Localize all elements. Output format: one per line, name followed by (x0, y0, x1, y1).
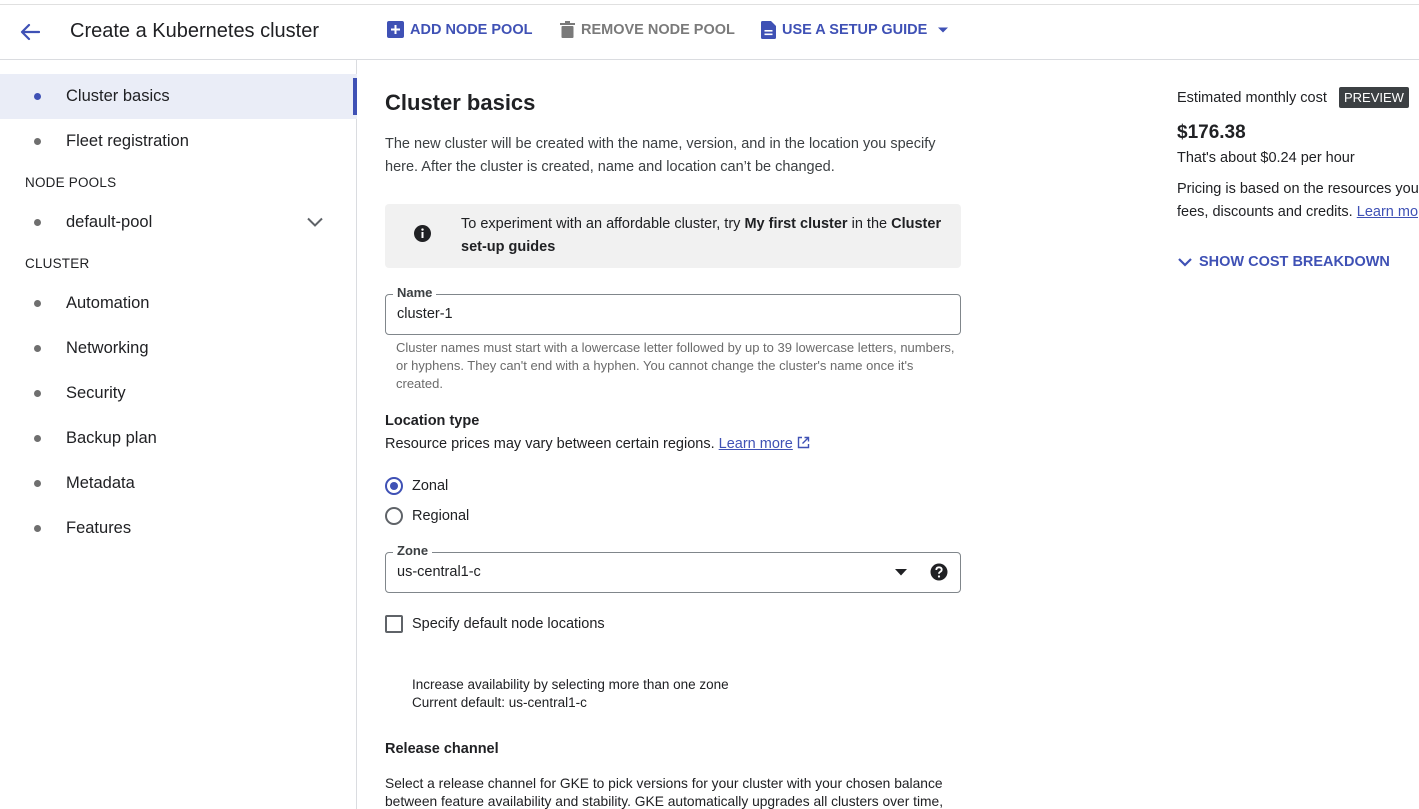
external-link-icon[interactable] (797, 436, 810, 449)
release-channel-desc (385, 775, 943, 809)
radio-selected-icon[interactable] (385, 477, 403, 495)
sidebar-item-label: Cluster basics (66, 87, 170, 105)
setup-guide-label: USE A SETUP GUIDE (782, 22, 928, 38)
sidebar-item-default-pool[interactable] (0, 200, 357, 245)
help-icon[interactable] (930, 563, 948, 581)
dot-icon (34, 219, 41, 226)
dot-icon (34, 525, 41, 532)
release-channel-heading: Release channel (385, 741, 499, 757)
setup-guides-label: Cluster set-up guides (461, 216, 942, 255)
monthly-price: $176.38 (1177, 122, 1246, 143)
pricing-note-line-1: Pricing is based on the resources you (1177, 181, 1419, 197)
add-box-icon (387, 21, 404, 38)
sidebar (0, 60, 357, 809)
intro-text: The new cluster will be created with the name, version, and in the location you specify here. After the cluster is created, name and location can’t be changed. (385, 136, 936, 175)
dot-icon (34, 390, 41, 397)
info-text (461, 213, 951, 259)
preview-badge: PREVIEW (1339, 87, 1409, 108)
node-pools-heading: NODE POOLS (25, 175, 117, 190)
radio-unselected-icon[interactable] (385, 507, 403, 525)
location-type-heading: Location type (385, 413, 480, 429)
add-node-pool-label: ADD NODE POOL (410, 21, 533, 38)
availability-hint-line-1: Increase availability by selecting more than one zone (412, 677, 729, 692)
radio-regional-label: Regional (412, 508, 470, 524)
show-cost-breakdown-label: SHOW COST BREAKDOWN (1199, 254, 1390, 270)
sidebar-item-label: Fleet registration (66, 132, 189, 150)
name-hint: Cluster names must start with a lowercase letter followed by up to 39 lowercase letters, numbers, or hyphens. They can't end with a hyphen. You cannot change the cluster's name once it's created. (396, 340, 955, 391)
info-banner (385, 204, 961, 268)
sidebar-item-networking[interactable] (0, 326, 357, 371)
zone-select[interactable] (385, 543, 961, 593)
dot-icon (34, 138, 41, 145)
sidebar-item-label: Metadata (66, 474, 135, 492)
info-icon (414, 225, 431, 242)
zone-field-value: us-central1-c (397, 564, 481, 580)
specify-default-locations-label: Specify default node locations (412, 616, 605, 632)
cluster-heading: CLUSTER (25, 256, 90, 271)
remove-node-pool-label: REMOVE NODE POOL (581, 21, 735, 38)
sidebar-item-label: Security (66, 384, 126, 402)
back-button[interactable] (14, 18, 46, 46)
sidebar-item-metadata[interactable] (0, 461, 357, 506)
estimated-cost-label: Estimated monthly cost (1177, 90, 1327, 106)
my-first-cluster-label: My first cluster (744, 216, 848, 232)
dot-icon (34, 480, 41, 487)
name-field-label: Name (393, 285, 436, 300)
sidebar-item-automation[interactable] (0, 281, 357, 326)
active-dot-icon (34, 93, 41, 100)
dot-icon (34, 300, 41, 307)
sidebar-item-label: default-pool (66, 213, 153, 231)
chevron-down-icon (1177, 256, 1193, 268)
sidebar-item-security[interactable] (0, 371, 357, 416)
location-type-desc (385, 436, 810, 452)
radio-regional[interactable] (385, 507, 469, 525)
per-hour-text: That's about $0.24 per hour (1177, 150, 1355, 166)
cost-panel (1177, 60, 1419, 360)
setup-guide-button[interactable] (761, 21, 949, 39)
dot-icon (34, 345, 41, 352)
zone-field-label: Zone (393, 543, 432, 558)
availability-hint (412, 676, 729, 712)
info-prefix: To experiment with an affordable cluster, try (461, 216, 745, 232)
release-channel-desc-line-1: Select a release channel for GKE to pick versions for your cluster with your chosen balance (385, 776, 943, 791)
availability-hint-line-2: Current default: us-central1-c (412, 695, 587, 710)
document-icon (761, 21, 776, 39)
sidebar-item-label: Automation (66, 294, 150, 312)
cluster-name-field[interactable] (385, 285, 961, 335)
page-header (0, 5, 1419, 60)
radio-zonal-label: Zonal (412, 478, 449, 494)
pricing-note-text: fees, discounts and credits. (1177, 204, 1357, 220)
sidebar-item-label: Networking (66, 339, 149, 357)
sidebar-item-features[interactable] (0, 506, 357, 551)
sidebar-item-label: Backup plan (66, 429, 157, 447)
active-indicator (353, 78, 357, 115)
info-mid: in the (847, 216, 892, 232)
radio-zonal[interactable] (385, 477, 448, 495)
add-node-pool-button[interactable] (387, 21, 532, 38)
release-channel-desc-line-2: between feature availability and stability. GKE automatically upgrades all clusters over time, (385, 794, 944, 809)
sidebar-item-label: Features (66, 519, 132, 537)
checkbox-icon[interactable] (385, 615, 403, 633)
section-title: Cluster basics (385, 90, 536, 115)
location-type-desc-text: Resource prices may vary between certain regions. (385, 436, 719, 452)
show-cost-breakdown-button[interactable] (1177, 254, 1390, 270)
pricing-learn-more-link[interactable]: Learn mo (1356, 204, 1419, 220)
sidebar-item-cluster-basics[interactable] (0, 74, 357, 119)
sidebar-item-backup-plan[interactable] (0, 416, 357, 461)
dropdown-caret-icon (937, 26, 949, 34)
sidebar-item-fleet-registration[interactable] (0, 119, 357, 164)
specify-default-locations-checkbox[interactable] (385, 615, 605, 633)
learn-more-link[interactable]: Learn more (718, 436, 793, 452)
dropdown-arrow-icon[interactable] (895, 569, 907, 576)
remove-node-pool-button[interactable] (560, 21, 735, 38)
pricing-note-line-2 (1177, 204, 1418, 220)
dot-icon (34, 435, 41, 442)
chevron-down-icon[interactable] (306, 213, 324, 231)
trash-icon (560, 21, 575, 38)
name-field-value[interactable]: cluster-1 (397, 306, 453, 322)
page-title: Create a Kubernetes cluster (70, 20, 320, 42)
arrow-back-icon (20, 23, 40, 41)
